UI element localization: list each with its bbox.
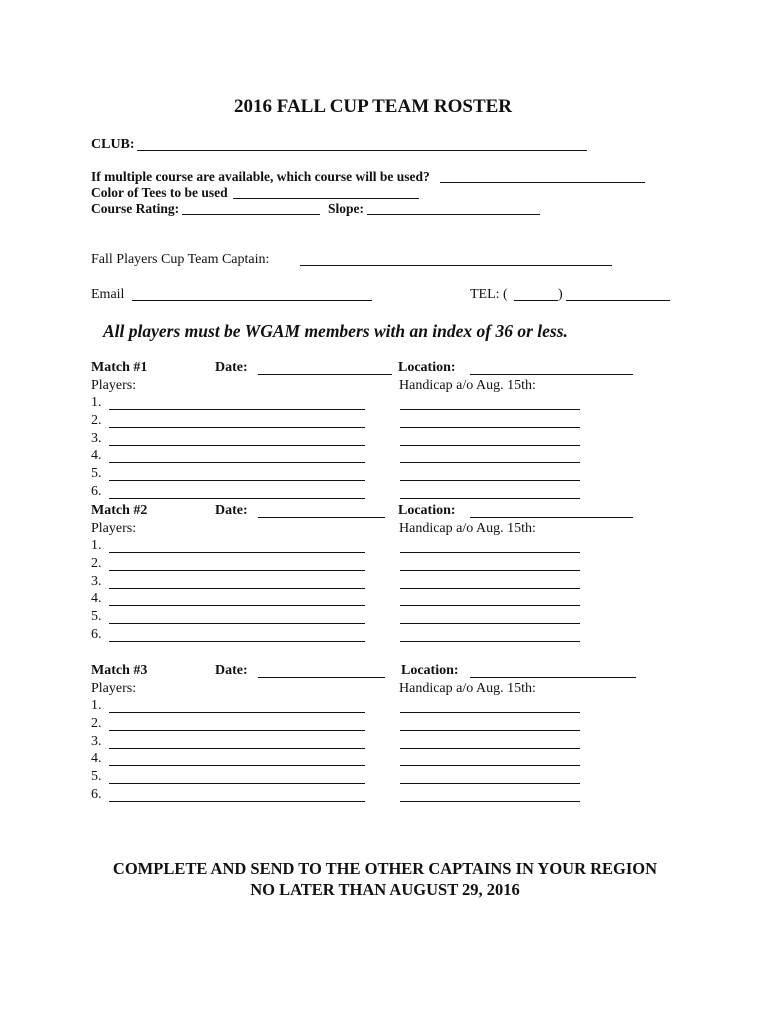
match-2-row-4-number: 4. bbox=[91, 591, 102, 607]
match-3-player-4-name-field[interactable] bbox=[109, 765, 365, 766]
match-2-row-2-number: 2. bbox=[91, 555, 102, 571]
rating-field[interactable] bbox=[182, 214, 320, 215]
match-1-date-field[interactable] bbox=[258, 374, 392, 375]
course-field[interactable] bbox=[440, 182, 645, 183]
match-1-player-6-name-field[interactable] bbox=[109, 498, 365, 499]
match-3-row-2-number: 2. bbox=[91, 715, 102, 731]
match-3-row-5-number: 5. bbox=[91, 769, 102, 785]
match-3-player-1-name-field[interactable] bbox=[109, 712, 365, 713]
match-2-row-3-number: 3. bbox=[91, 573, 102, 589]
match-2-player-6-name-field[interactable] bbox=[109, 641, 365, 642]
match-3-player-6-name-field[interactable] bbox=[109, 801, 365, 802]
match-2-player-2-name-field[interactable] bbox=[109, 570, 365, 571]
slope-field[interactable] bbox=[367, 214, 540, 215]
match-2-player-4-handicap-field[interactable] bbox=[400, 605, 580, 606]
match-2-player-5-name-field[interactable] bbox=[109, 623, 365, 624]
match-2-player-3-name-field[interactable] bbox=[109, 588, 365, 589]
match-2-player-6-handicap-field[interactable] bbox=[400, 641, 580, 642]
match-1-player-2-name-field[interactable] bbox=[109, 427, 365, 428]
match-3-player-1-handicap-field[interactable] bbox=[400, 712, 580, 713]
match-2-player-4-name-field[interactable] bbox=[109, 605, 365, 606]
tel-number-field[interactable] bbox=[566, 300, 670, 301]
match-3-date-field[interactable] bbox=[258, 677, 385, 678]
match-1-player-3-handicap-field[interactable] bbox=[400, 445, 580, 446]
match-1-date-label: Date: bbox=[215, 360, 248, 375]
match-3-player-2-name-field[interactable] bbox=[109, 730, 365, 731]
match-3-label: Match #3 bbox=[91, 663, 148, 678]
match-2-row-5-number: 5. bbox=[91, 609, 102, 625]
match-1-player-4-name-field[interactable] bbox=[109, 462, 365, 463]
course-question-label: If multiple course are available, which course will be used? bbox=[91, 169, 430, 184]
match-1-player-1-name-field[interactable] bbox=[109, 409, 365, 410]
match-1-row-2-number: 2. bbox=[91, 412, 102, 428]
club-field[interactable] bbox=[137, 150, 587, 151]
tel-label: TEL: ( bbox=[470, 287, 508, 302]
email-label: Email bbox=[91, 287, 125, 302]
match-3-date-label: Date: bbox=[215, 663, 248, 678]
match-3-player-5-handicap-field[interactable] bbox=[400, 783, 580, 784]
match-1-players-label: Players: bbox=[91, 377, 137, 393]
match-3-row-1-number: 1. bbox=[91, 698, 102, 713]
match-1-player-5-name-field[interactable] bbox=[109, 480, 365, 481]
match-2-player-2-handicap-field[interactable] bbox=[400, 570, 580, 571]
match-3-location-label: Location: bbox=[401, 663, 459, 678]
match-3-location-field[interactable] bbox=[470, 677, 636, 678]
match-1-handicap-label: Handicap a/o Aug. 15th: bbox=[399, 377, 536, 393]
match-3-player-6-handicap-field[interactable] bbox=[400, 801, 580, 802]
match-3-row-6-number: 6. bbox=[91, 787, 102, 802]
footer-deadline-line-2: NO LATER THAN AUGUST 29, 2016 bbox=[250, 880, 520, 899]
match-3-row-4-number: 4. bbox=[91, 751, 102, 767]
match-3-handicap-label: Handicap a/o Aug. 15th: bbox=[399, 680, 536, 696]
captain-field[interactable] bbox=[300, 265, 612, 266]
eligibility-note: All players must be WGAM members with an index of 36 or less. bbox=[103, 321, 568, 341]
match-1-location-label: Location: bbox=[398, 360, 456, 375]
match-3-player-5-name-field[interactable] bbox=[109, 783, 365, 784]
match-3-player-3-handicap-field[interactable] bbox=[400, 748, 580, 749]
match-3-row-3-number: 3. bbox=[91, 733, 102, 749]
match-2-handicap-label: Handicap a/o Aug. 15th: bbox=[399, 520, 536, 536]
match-1-player-4-handicap-field[interactable] bbox=[400, 462, 580, 463]
match-1-player-2-handicap-field[interactable] bbox=[400, 427, 580, 428]
match-2-player-1-name-field[interactable] bbox=[109, 552, 365, 553]
match-1-label: Match #1 bbox=[91, 360, 148, 375]
match-1-row-1-number: 1. bbox=[91, 395, 102, 410]
form-title: 2016 FALL CUP TEAM ROSTER bbox=[234, 96, 513, 117]
match-2-location-field[interactable] bbox=[470, 517, 633, 518]
match-3-player-4-handicap-field[interactable] bbox=[400, 765, 580, 766]
match-2-player-3-handicap-field[interactable] bbox=[400, 588, 580, 589]
tel-area-code-field[interactable] bbox=[514, 300, 558, 301]
match-3-player-3-name-field[interactable] bbox=[109, 748, 365, 749]
match-2-date-label: Date: bbox=[215, 503, 248, 518]
match-2-date-field[interactable] bbox=[258, 517, 385, 518]
match-3-player-2-handicap-field[interactable] bbox=[400, 730, 580, 731]
match-1-player-1-handicap-field[interactable] bbox=[400, 409, 580, 410]
tees-label: Color of Tees to be used bbox=[91, 185, 228, 200]
match-3-players-label: Players: bbox=[91, 680, 137, 696]
match-1-row-5-number: 5. bbox=[91, 466, 102, 482]
club-label: CLUB: bbox=[91, 137, 135, 152]
match-1-player-3-name-field[interactable] bbox=[109, 445, 365, 446]
rating-label: Course Rating: bbox=[91, 201, 180, 216]
match-2-label: Match #2 bbox=[91, 503, 148, 518]
tel-close-paren: ) bbox=[558, 287, 563, 302]
match-2-row-1-number: 1. bbox=[91, 538, 102, 553]
footer-instruction-line-1: COMPLETE AND SEND TO THE OTHER CAPTAINS IN YOUR REGION bbox=[112, 859, 658, 878]
tees-field[interactable] bbox=[233, 198, 419, 199]
captain-label: Fall Players Cup Team Captain: bbox=[91, 252, 270, 267]
match-2-players-label: Players: bbox=[91, 520, 137, 536]
match-1-location-field[interactable] bbox=[470, 374, 633, 375]
slope-label: Slope: bbox=[328, 201, 365, 216]
match-1-row-4-number: 4. bbox=[91, 448, 102, 464]
match-1-player-6-handicap-field[interactable] bbox=[400, 498, 580, 499]
match-1-player-5-handicap-field[interactable] bbox=[400, 480, 580, 481]
match-1-row-3-number: 3. bbox=[91, 430, 102, 446]
match-2-player-1-handicap-field[interactable] bbox=[400, 552, 580, 553]
match-2-location-label: Location: bbox=[398, 503, 456, 518]
match-1-row-6-number: 6. bbox=[91, 484, 102, 499]
match-2-player-5-handicap-field[interactable] bbox=[400, 623, 580, 624]
match-2-row-6-number: 6. bbox=[91, 627, 102, 642]
email-field[interactable] bbox=[132, 300, 372, 301]
